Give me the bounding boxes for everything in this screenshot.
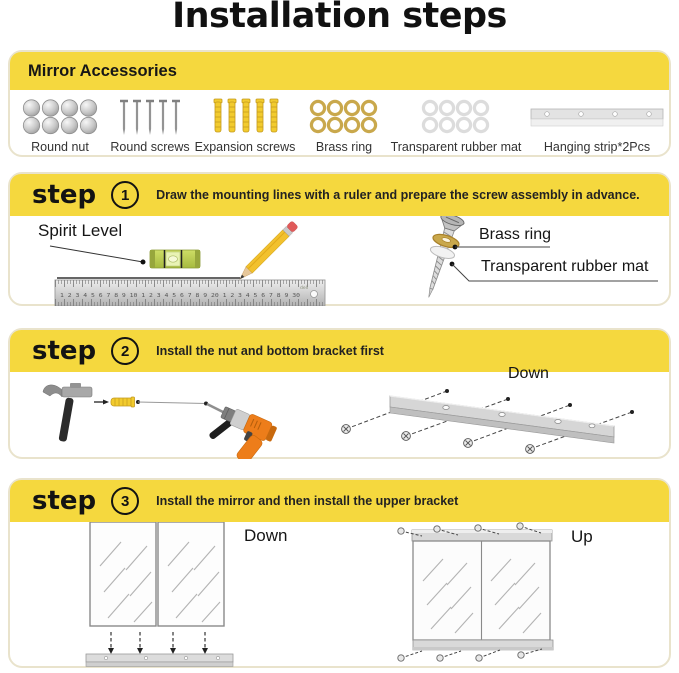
step-2-number-badge: 2 <box>111 337 139 365</box>
accessory-item-rubber-mat <box>386 96 526 154</box>
step-2-illustration <box>10 372 669 459</box>
step-3-description: Install the mirror and then install the upper bracket <box>156 494 459 508</box>
accessory-item-brass-ring <box>304 96 384 154</box>
lower-bracket-screws <box>398 649 542 661</box>
screw-assembly <box>416 216 467 301</box>
expansion-screws-icon <box>209 96 281 138</box>
brass-ring-label: Brass ring <box>479 226 552 243</box>
rubber-mat-label: Transparent rubber mat <box>481 258 649 275</box>
mirror-panel-right <box>413 541 550 640</box>
rubber-mat-icon <box>420 96 492 138</box>
mirror-panel-left-2 <box>158 522 224 626</box>
step-2-panel <box>8 328 671 459</box>
step-2-header <box>10 330 669 372</box>
svg-text:1 2 3 4 5 6 7 8 9 10 1 2 3 4 5: 1 2 3 4 5 6 7 8 9 10 1 2 3 4 5 6 7 8 9 20 1 2 3 4 5 6 7 8 9 30 <box>60 293 300 299</box>
pencil-icon <box>237 221 299 283</box>
hanging-strip-icon <box>529 96 665 138</box>
step-1-description: Draw the mounting lines with a ruler and prepare the screw assembly in advance. <box>156 188 640 202</box>
step-3-number-badge: 3 <box>111 487 139 515</box>
spirit-level-pointer <box>50 246 146 265</box>
hammer-icon <box>43 383 92 442</box>
step-1-number-badge: 1 <box>111 181 139 209</box>
accessories-header <box>10 52 669 90</box>
accessory-label: Expansion screws <box>194 140 296 154</box>
accessories-title: Mirror Accessories <box>28 61 177 80</box>
accessory-item-round-screws <box>105 96 195 154</box>
lower-bracket <box>413 640 553 651</box>
ruler <box>55 280 325 306</box>
accessory-label: Hanging strip*2Pcs <box>543 140 651 154</box>
step-3-down-label: Down <box>244 526 288 545</box>
down-arrows <box>108 632 208 654</box>
svg-text:deli: deli <box>300 286 309 291</box>
accessory-label: Transparent rubber mat <box>390 140 522 154</box>
drill-icon <box>207 403 278 459</box>
accessories-panel <box>8 50 671 157</box>
accessory-item-round-nut <box>17 96 103 154</box>
step-1-header <box>10 174 669 216</box>
accessory-label: Brass ring <box>315 140 373 154</box>
accessory-label: Round screws <box>110 140 190 154</box>
step-word: step <box>32 180 97 210</box>
accessory-label: Round nut <box>31 140 89 154</box>
expansion-anchor-icon <box>111 397 135 407</box>
spirit-level-icon <box>150 250 200 268</box>
round-nut-icon <box>22 96 98 138</box>
brass-ring-icon <box>308 96 380 138</box>
bottom-bracket <box>390 396 614 443</box>
step-word: step <box>32 336 97 366</box>
page-title: Installation steps <box>172 0 507 36</box>
accessory-item-hanging-strip <box>527 96 667 154</box>
round-screws-icon <box>118 96 182 138</box>
step-3-panel <box>8 478 671 668</box>
step-3-header <box>10 480 669 522</box>
step-2-description: Install the nut and bottom bracket first <box>156 344 384 358</box>
spirit-level-label: Spirit Level <box>38 221 123 240</box>
upper-bracket <box>412 530 552 541</box>
step-2-down-label: Down <box>508 365 549 382</box>
mirror-panel-left-1 <box>90 522 156 626</box>
step-3-up-label: Up <box>571 527 593 546</box>
brass-ring-pointer <box>453 245 550 250</box>
step-word: step <box>32 486 97 516</box>
bottom-strip-left <box>86 654 233 667</box>
accessory-item-expansion-screws <box>190 96 300 154</box>
arrow-right-icon <box>94 400 109 405</box>
alignment-line <box>136 400 208 406</box>
